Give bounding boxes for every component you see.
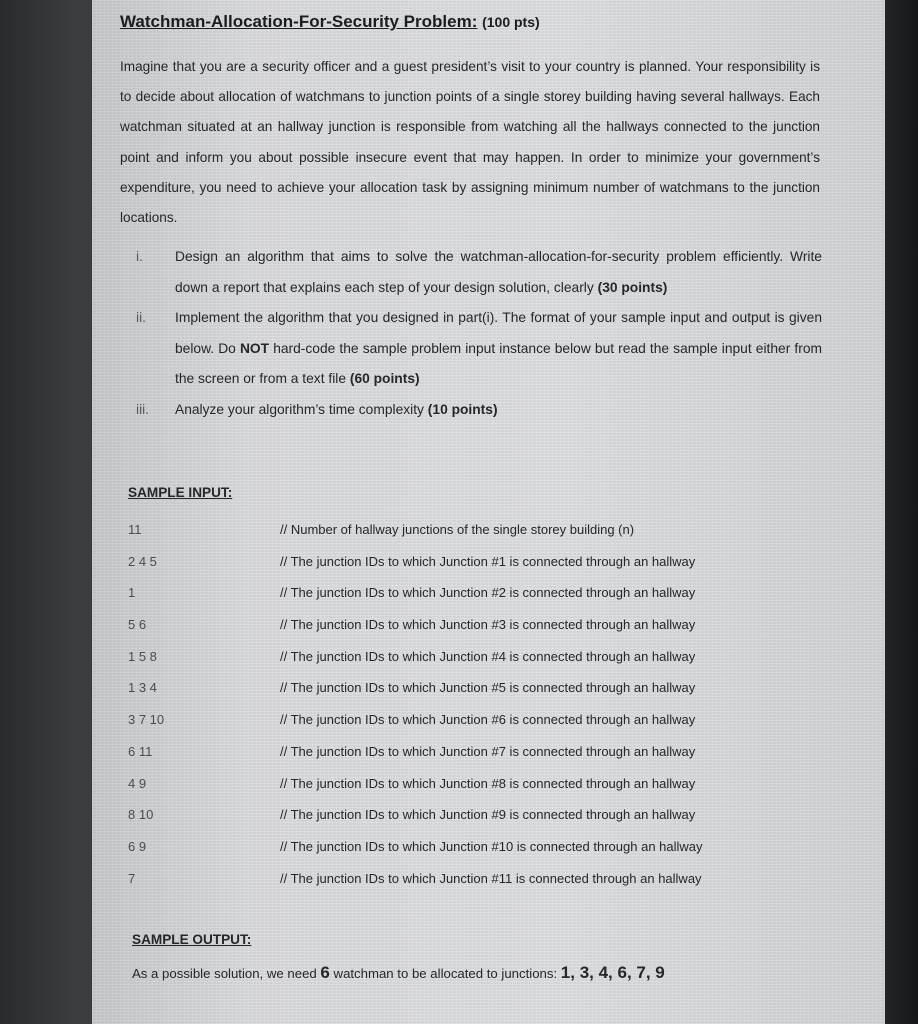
task-text-continued: hard-code the sample problem input instance below but read the sample input either from the screen or from a text file	[175, 340, 822, 387]
sample-row	[128, 704, 768, 736]
sample-row	[128, 514, 768, 546]
sample-input-heading: SAMPLE INPUT:	[128, 485, 233, 500]
sample-row	[128, 863, 768, 895]
sample-row-value: 1 3 4	[128, 680, 157, 696]
task-text: Analyze your algorithm’s time complexity	[175, 401, 428, 417]
task-text: Implement the algorithm that you designed in part(i). The format of your sample input and output is given below. Do	[175, 310, 822, 356]
task-points: (30 points)	[597, 279, 668, 295]
task-list	[122, 242, 822, 426]
problem-title	[120, 12, 540, 32]
sample-row-value: 7	[128, 870, 136, 886]
task-points: (60 points)	[349, 371, 420, 387]
sample-row-value: 1	[128, 585, 136, 601]
sample-row-comment: // The junction IDs to which Junction #4 is connected through an hallway	[280, 648, 696, 664]
sample-row-value: 4 9	[128, 775, 147, 791]
sample-row-comment: // The junction IDs to which Junction #2 is connected through an hallway	[280, 585, 696, 601]
sample-row-comment: // The junction IDs to which Junction #3 is connected through an hallway	[280, 617, 696, 633]
sample-input-rows	[128, 514, 768, 894]
task-item	[122, 395, 822, 426]
sample-row-comment: // The junction IDs to which Junction #11 is connected through an hallway	[280, 870, 702, 886]
sample-row	[128, 577, 768, 609]
task-points: (10 points)	[427, 401, 498, 417]
sample-row-comment: // The junction IDs to which Junction #1 is connected through an hallway	[280, 553, 696, 569]
sample-row-comment: // Number of hallway junctions of the single storey building (n)	[280, 522, 635, 537]
sample-row-value: 1 5 8	[128, 648, 157, 664]
sample-row-comment: // The junction IDs to which Junction #6 is connected through an hallway	[280, 712, 696, 728]
sample-row-comment: // The junction IDs to which Junction #5 is connected through an hallway	[280, 680, 696, 696]
task-item	[122, 242, 822, 303]
sample-row-comment: // The junction IDs to which Junction #10 is connected through an hallway	[280, 838, 703, 854]
task-emphasis: NOT	[239, 340, 270, 356]
sample-row	[128, 831, 768, 863]
sample-row-value: 2 4 5	[128, 553, 157, 569]
task-number: iii.	[136, 401, 150, 417]
task-text: Design an algorithm that aims to solve the watchman-allocation-for-security problem efficiently. Write down a report that explains each step of your design solution, clearly	[175, 249, 822, 295]
task-number: ii.	[136, 310, 146, 326]
sample-row-comment: // The junction IDs to which Junction #8 is connected through an hallway	[280, 775, 696, 791]
sample-output-prefix: As a possible solution, we need	[132, 966, 321, 981]
problem-title-points: (100 pts)	[482, 14, 540, 30]
sample-output-middle: watchman to be allocated to junctions:	[329, 966, 561, 981]
task-number: i.	[136, 249, 143, 264]
sample-output-heading: SAMPLE OUTPUT:	[132, 932, 252, 947]
sample-row-comment: // The junction IDs to which Junction #9 is connected through an hallway	[280, 807, 696, 823]
problem-intro: Imagine that you are a security officer and a guest president’s visit to your country is planned. Your responsibility is to decide about allocation of watchmans to junction points of a single storey building having several hallways. Each watchman situated at an hallway junction is responsible from watching all the hallways connected to the junction point and inform you about possible insecure event that may happen. In order to minimize your government’s expenditure, you need to achieve your allocation task by assigning minimum number of watchmans to the junction locations.	[120, 59, 820, 226]
document-page	[92, 0, 885, 1024]
sample-output-count: 6	[320, 963, 330, 982]
sample-row	[128, 799, 768, 831]
sample-row	[128, 736, 768, 768]
sample-row-value: 6 9	[128, 838, 147, 854]
sample-row	[128, 768, 768, 800]
sample-row	[128, 609, 768, 641]
problem-title-text: Watchman-Allocation-For-Security Problem:	[120, 12, 478, 31]
sample-row-value: 6 11	[128, 743, 153, 759]
task-item	[122, 303, 822, 395]
sample-row-comment: // The junction IDs to which Junction #7 is connected through an hallway	[280, 743, 696, 759]
sample-row	[128, 546, 768, 578]
sample-output-junctions: 1, 3, 4, 6, 7, 9	[560, 963, 665, 982]
sample-row-value: 3 7 10	[128, 712, 165, 728]
sample-output-text	[132, 963, 665, 983]
sample-row	[128, 672, 768, 704]
sample-row-value: 11	[128, 522, 142, 537]
sample-row-value: 8 10	[128, 807, 154, 823]
sample-row	[128, 641, 768, 673]
sample-row-value: 5 6	[128, 617, 147, 633]
